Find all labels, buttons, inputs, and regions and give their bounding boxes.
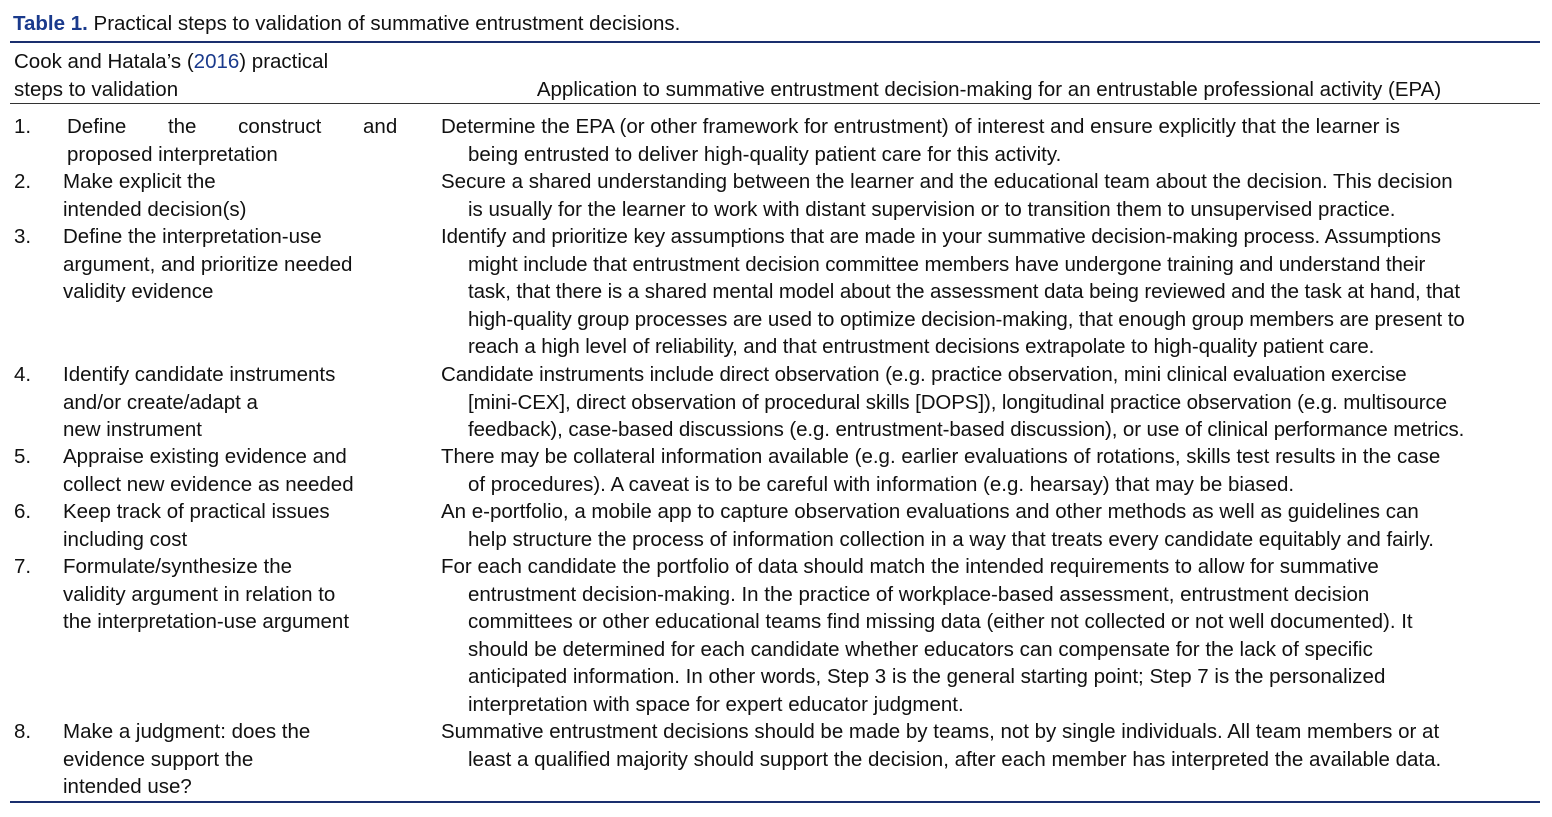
table-caption (13, 10, 680, 37)
step-number: 7. (14, 555, 32, 578)
application-text: Candidate instruments include direct observation (e.g. practice observation, mini clinical evaluation exercise [mini-CEX], direct observation of procedural skills [DOPS]), longitudinal practice observation (e.g. multisource feedback), case-based discussions (e.g. entrustment-based discussion), or use of clinical performance metrics. (441, 363, 1465, 441)
step-number: 5. (14, 445, 32, 468)
application-text: Summative entrustment decisions should be made by teams, not by single individuals. All team members or at least a qualified majority should support the decision, after each member has interpreted the available data. (441, 720, 1442, 771)
step-number: 2. (14, 170, 32, 193)
step-text: Keep track of practical issues including cost (63, 500, 330, 551)
header-rule (10, 103, 1540, 104)
step-text: Make explicit the intended decision(s) (63, 170, 247, 221)
step-number: 1. (14, 115, 32, 138)
top-rule (10, 41, 1540, 43)
application-text: An e-portfolio, a mobile app to capture observation evaluations and other methods as well as guidelines can help structure the process of information collection in a way that treats every candidate equitably and fairly. (441, 500, 1434, 551)
step-text: Define the construct and proposed interpretation (67, 115, 398, 166)
step-number: 6. (14, 500, 32, 523)
application-text: Secure a shared understanding between the learner and the educational team about the decision. This decision is usually for the learner to work with distant supervision or to transition them to unsupervised practice. (441, 170, 1453, 221)
step-text: Make a judgment: does the evidence support the intended use? (63, 720, 311, 798)
step-number: 3. (14, 225, 32, 248)
table-title: Practical steps to validation of summative entrustment decisions. (87, 12, 681, 35)
step-text: Appraise existing evidence and collect new evidence as needed (63, 445, 354, 496)
application-text: Identify and prioritize key assumptions that are made in your summative decision-making process. Assumptions might include that entrustment decision committee members have undergone training and understand their task, that there is a shared mental model about the assessment data being reviewed and the task at hand, that high-quality group processes are used to optimize decision-making, that enough group members are present to reach a high level of reliability, and that entrustment decisions extrapolate to high-quality patient care. (441, 225, 1465, 358)
header-col-application: Application to summative entrustment decision-making for an entrustable professional activity (EPA) (536, 78, 1442, 101)
step-text: Formulate/synthesize the validity argument in relation to the interpretation-use argument (63, 555, 350, 633)
application-text: For each candidate the portfolio of data should match the intended requirements to allow for summative entrustment decision-making. In the practice of workplace-based assessment, entrustment decision committees or other educational teams find missing data (either not collected or not well documented). It should be determined for each candidate whether educators can compensate for the lack of specific anticipated information. In other words, Step 3 is the general starting point; Step 7 is the personalized interpretation with space for expert educator judgment. (441, 555, 1413, 716)
step-text: Identify candidate instruments and/or create/adapt a new instrument (63, 363, 336, 441)
application-text: There may be collateral information available (e.g. earlier evaluations of rotations, skills test results in the case of procedures). A caveat is to be careful with information (e.g. hearsay) that may be biased. (441, 445, 1441, 496)
bottom-rule (10, 801, 1540, 803)
step-number: 8. (14, 720, 32, 743)
header-col-steps: Cook and Hatala’s (2016) practical steps to validation (14, 50, 329, 101)
citation-link[interactable]: 2016 (193, 50, 240, 73)
table-label: Table 1. (13, 12, 88, 35)
application-text: Determine the EPA (or other framework for entrustment) of interest and ensure explicitly that the learner is being entrusted to deliver high-quality patient care for this activity. (441, 115, 1400, 166)
step-text: Define the interpretation-use argument, and prioritize needed validity evidence (63, 225, 353, 303)
step-number: 4. (14, 363, 32, 386)
